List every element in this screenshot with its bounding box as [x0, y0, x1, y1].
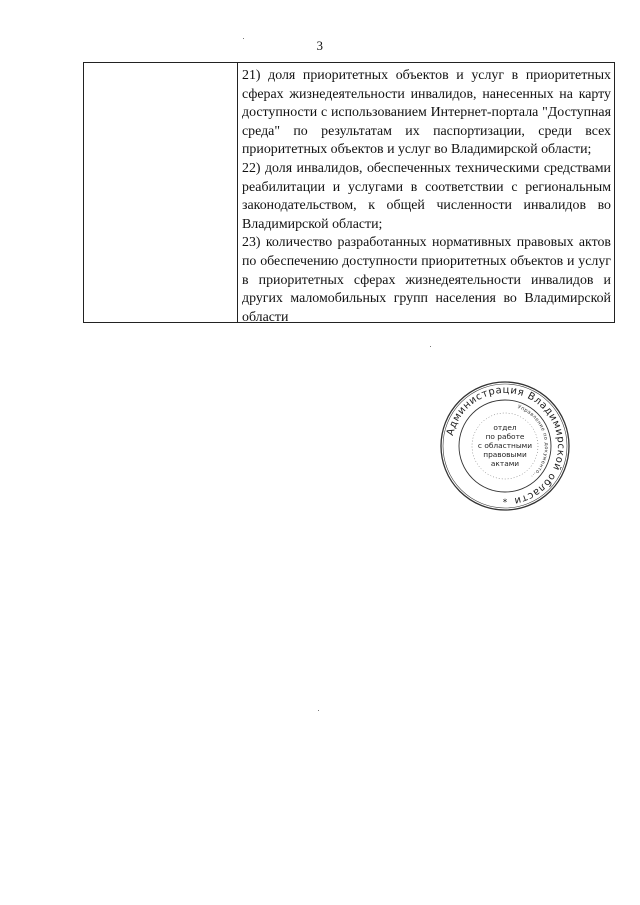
scan-speck: [243, 38, 244, 39]
table-right-cell: [238, 63, 614, 325]
list-item-22: 22) доля инвалидов, обеспеченных техническими средствами реабилитации и услугами в соответствии с региональным законодательством, к общей численности инвалидов во Владимирской области;: [242, 160, 611, 232]
seal-outer-text-path: Администрация Владимирской области: [445, 384, 567, 507]
document-table: [83, 62, 615, 323]
table-left-cell: [84, 63, 238, 322]
seal-inner-ring-text-path: Управление по документо...: [516, 404, 550, 480]
seal-center-line-5: актами: [490, 459, 520, 468]
official-seal-stamp: [439, 380, 571, 512]
list-item-23: 23) количество разработанных нормативных правовых актов по обеспечению доступности приоритетных объектов и услуг в приоритетных сферах жизнедеятельности инвалидов и других маломобильных групп населения во Владимирской области: [242, 235, 611, 325]
scan-speck: [318, 710, 319, 711]
page-number: 3: [316, 38, 324, 53]
list-item-21: 21) доля приоритетных объектов и услуг в приоритетных сферах жизнедеятельности инвалидов, нанесенных на карту доступности с использованием Интернет-портала "Доступная среда" по результатам их паспортизации, среди всех приоритетных объектов и услуг во Владимирской области;: [242, 68, 611, 158]
scan-speck: [430, 346, 431, 347]
seal-center-line-4: правовыми: [483, 450, 527, 459]
seal-center-line-1: отдел: [493, 423, 517, 432]
seal-center-line-3: с областными: [477, 441, 533, 450]
seal-star-icon: *: [502, 498, 508, 508]
seal-center-line-2: по работе: [485, 432, 525, 441]
